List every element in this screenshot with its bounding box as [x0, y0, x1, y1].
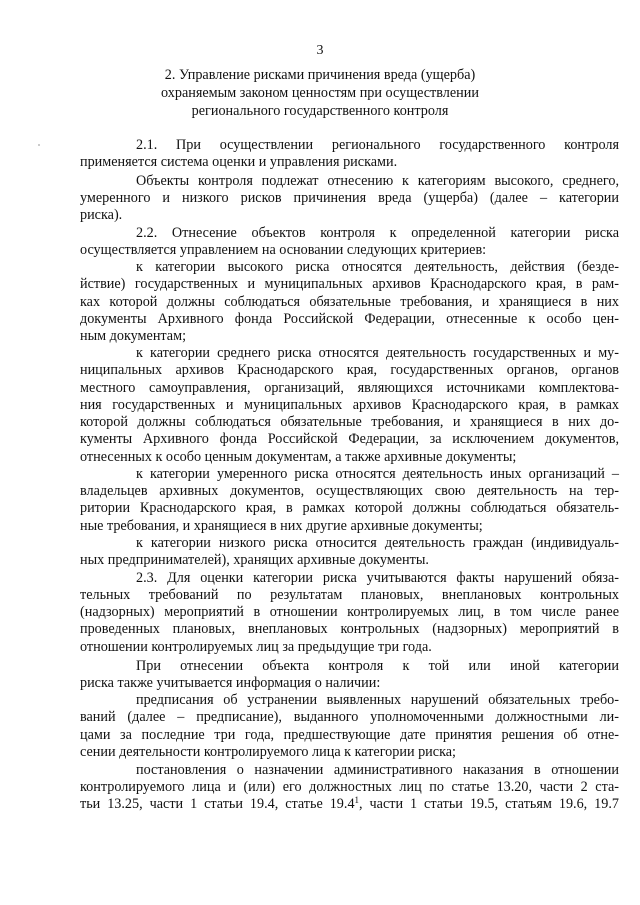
- text-line: сении деятельности контролируемого лица к категории риска;: [80, 744, 456, 760]
- text-line: ния государственных и муниципальных архивов Краснодарского края, в рамках: [80, 397, 619, 413]
- text-line: проведенных плановых, внеплановых контрольных (надзорных) мероприятий в: [80, 621, 619, 637]
- text-line: контролируемого лица и (или) его должностных лиц по статье 13.20, части 2 ста-: [80, 779, 619, 795]
- page-number: 3: [316, 43, 324, 58]
- text-line: предписания об устранении выявленных нарушений обязательных требо-: [136, 692, 619, 708]
- text-line: риска также учитывается информация о наличии:: [80, 675, 381, 691]
- section-heading-line-1: 2. Управление рисками причинения вреда (ущерба): [164, 67, 476, 83]
- text-line: ваний (далее – предписание), выданного уполномоченными должностными ли-: [80, 709, 619, 725]
- text-line: которой должны соблюдаться обязательные требования, и хранящиеся в них до-: [80, 414, 619, 430]
- text-line: постановления о назначении административного наказания в отношении: [136, 762, 619, 778]
- text-line: тельных требований по результатам плановых, внеплановых контрольных: [80, 587, 619, 603]
- text-line: цами за последние три года, предшествующие дате принятия решения об отне-: [80, 727, 619, 743]
- text-line: к категории среднего риска относятся деятельность государственных и му-: [136, 345, 619, 361]
- text-line: 2.1. При осуществлении регионального государственного контроля: [136, 137, 619, 153]
- text-line-with-superscript: [80, 796, 619, 813]
- text-line: Объекты контроля подлежат отнесению к категориям высокого, среднего,: [136, 173, 619, 189]
- text-line: к категории умеренного риска относятся деятельность иных организаций –: [136, 466, 619, 482]
- text-line: (надзорных) мероприятий в отношении контролируемых лиц, в том числе ранее: [80, 604, 619, 620]
- text-line: йствие) государственных и муниципальных архивов Краснодарского края, в рам-: [80, 276, 619, 292]
- scan-speck: [38, 144, 40, 146]
- text-line: ных предпринимателей), хранящих архивные документы.: [80, 552, 429, 568]
- section-heading-line-2: охраняемым законом ценностям при осуществлении: [161, 85, 479, 101]
- text-line: ках которой должны соблюдаться обязательные требования, и хранящиеся в них: [80, 294, 619, 310]
- text-line: отнесенных к особо ценным документам, а также архивные документы;: [80, 449, 517, 465]
- text-line: ным документам;: [80, 328, 187, 344]
- text-line: к категории низкого риска относится деятельность граждан (индивидуаль-: [136, 535, 619, 551]
- text-line: владельцев архивных документов, осуществляющих свою деятельность на тер-: [80, 483, 619, 499]
- text-fragment: , части 1 статьи 19.5, статьям 19.6, 19.7: [359, 796, 619, 812]
- text-fragment: тьи 13.25, части 1 статьи 19.4, статье 19.4: [80, 796, 355, 812]
- text-line: к категории высокого риска относятся деятельность, действия (безде-: [136, 259, 619, 275]
- text-line: умеренного и низкого рисков причинения вреда (ущерба) (далее – категории: [80, 190, 619, 206]
- text-line: кументы Архивного фонда Российской Федерации, за исключением документов,: [80, 431, 619, 447]
- text-line: При отнесении объекта контроля к той или иной категории: [136, 658, 619, 674]
- text-line: применяется система оценки и управления рисками.: [80, 154, 398, 170]
- text-line: ные требования, и хранящиеся в них другие архивные документы;: [80, 518, 483, 534]
- superscript: 1: [354, 795, 360, 805]
- text-line: документы Архивного фонда Российской Федерации, отнесенные к особо цен-: [80, 311, 619, 327]
- text-line: осуществляется управлением на основании следующих критериев:: [80, 242, 487, 258]
- text-line: риска).: [80, 207, 123, 223]
- text-line: ритории Краснодарского края, в рамках которой должны соблюдаться обязатель-: [80, 500, 619, 516]
- text-line: 2.2. Отнесение объектов контроля к определенной категории риска: [136, 225, 619, 241]
- text-line: 2.3. Для оценки категории риска учитываются факты нарушений обяза-: [136, 570, 619, 586]
- text-line: отношении контролируемых лиц за предыдущие три года.: [80, 639, 432, 655]
- text-line: ниципальных архивов Краснодарского края, государственных органов, органов: [80, 362, 619, 378]
- section-heading-line-3: регионального государственного контроля: [191, 103, 449, 119]
- text-line: местного самоуправления, организаций, являющихся источниками комплектова-: [80, 380, 619, 396]
